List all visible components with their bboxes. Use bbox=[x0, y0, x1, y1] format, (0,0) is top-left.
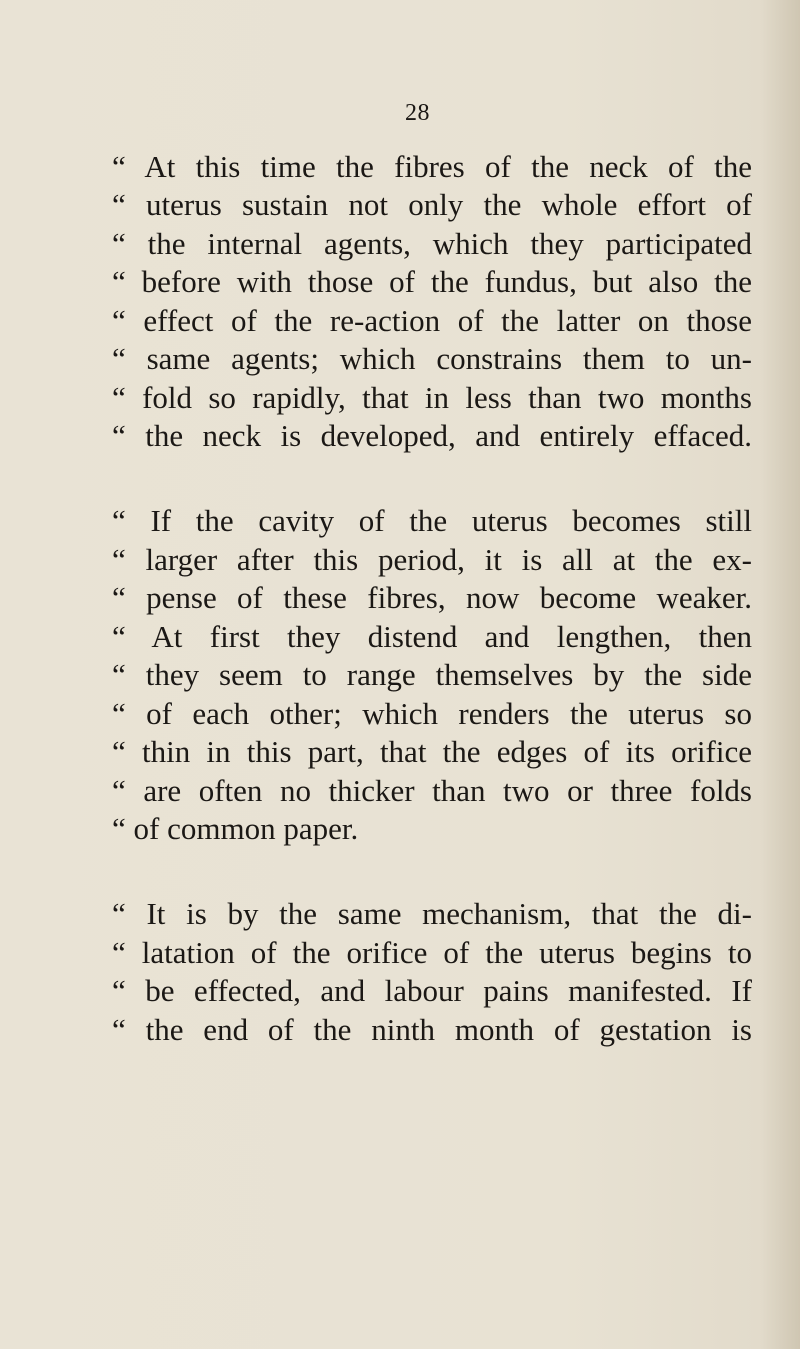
text-line: “ pense of these fibres, now become weaker. bbox=[112, 580, 752, 615]
text-line: “ At this time the fibres of the neck of the bbox=[112, 149, 752, 184]
text-line: “ At first they distend and lengthen, then bbox=[112, 619, 752, 654]
text-line: “ of each other; which renders the uterus so bbox=[112, 696, 752, 731]
page-number: 28 bbox=[405, 100, 430, 126]
text-line: “ larger after this period, it is all at the ex- bbox=[112, 542, 752, 577]
text-line: “ they seem to range themselves by the side bbox=[112, 657, 752, 692]
text-line: “ be effected, and labour pains manifested. If bbox=[112, 973, 752, 1008]
text-line: “ uterus sustain not only the whole effort of bbox=[112, 187, 752, 222]
text-line: “ fold so rapidly, that in less than two months bbox=[112, 380, 752, 415]
text-line: “ of common paper. bbox=[112, 811, 359, 846]
text-line: “ latation of the orifice of the uterus begins to bbox=[112, 935, 752, 970]
text-line: “ are often no thicker than two or three folds bbox=[112, 773, 752, 808]
text-line: “ the internal agents, which they participated bbox=[112, 226, 752, 261]
text-line: “ effect of the re-action of the latter on those bbox=[112, 303, 752, 338]
text-line: “ thin in this part, that the edges of its orifice bbox=[112, 734, 752, 769]
text-line: “ before with those of the fundus, but also the bbox=[112, 264, 752, 299]
text-line: “ the end of the ninth month of gestation is bbox=[112, 1012, 752, 1047]
text-line: “ same agents; which constrains them to un- bbox=[112, 341, 752, 376]
text-line: “ If the cavity of the uterus becomes still bbox=[112, 503, 752, 538]
text-line: “ It is by the same mechanism, that the di- bbox=[112, 896, 752, 931]
text-line: “ the neck is developed, and entirely effaced. bbox=[112, 418, 752, 453]
